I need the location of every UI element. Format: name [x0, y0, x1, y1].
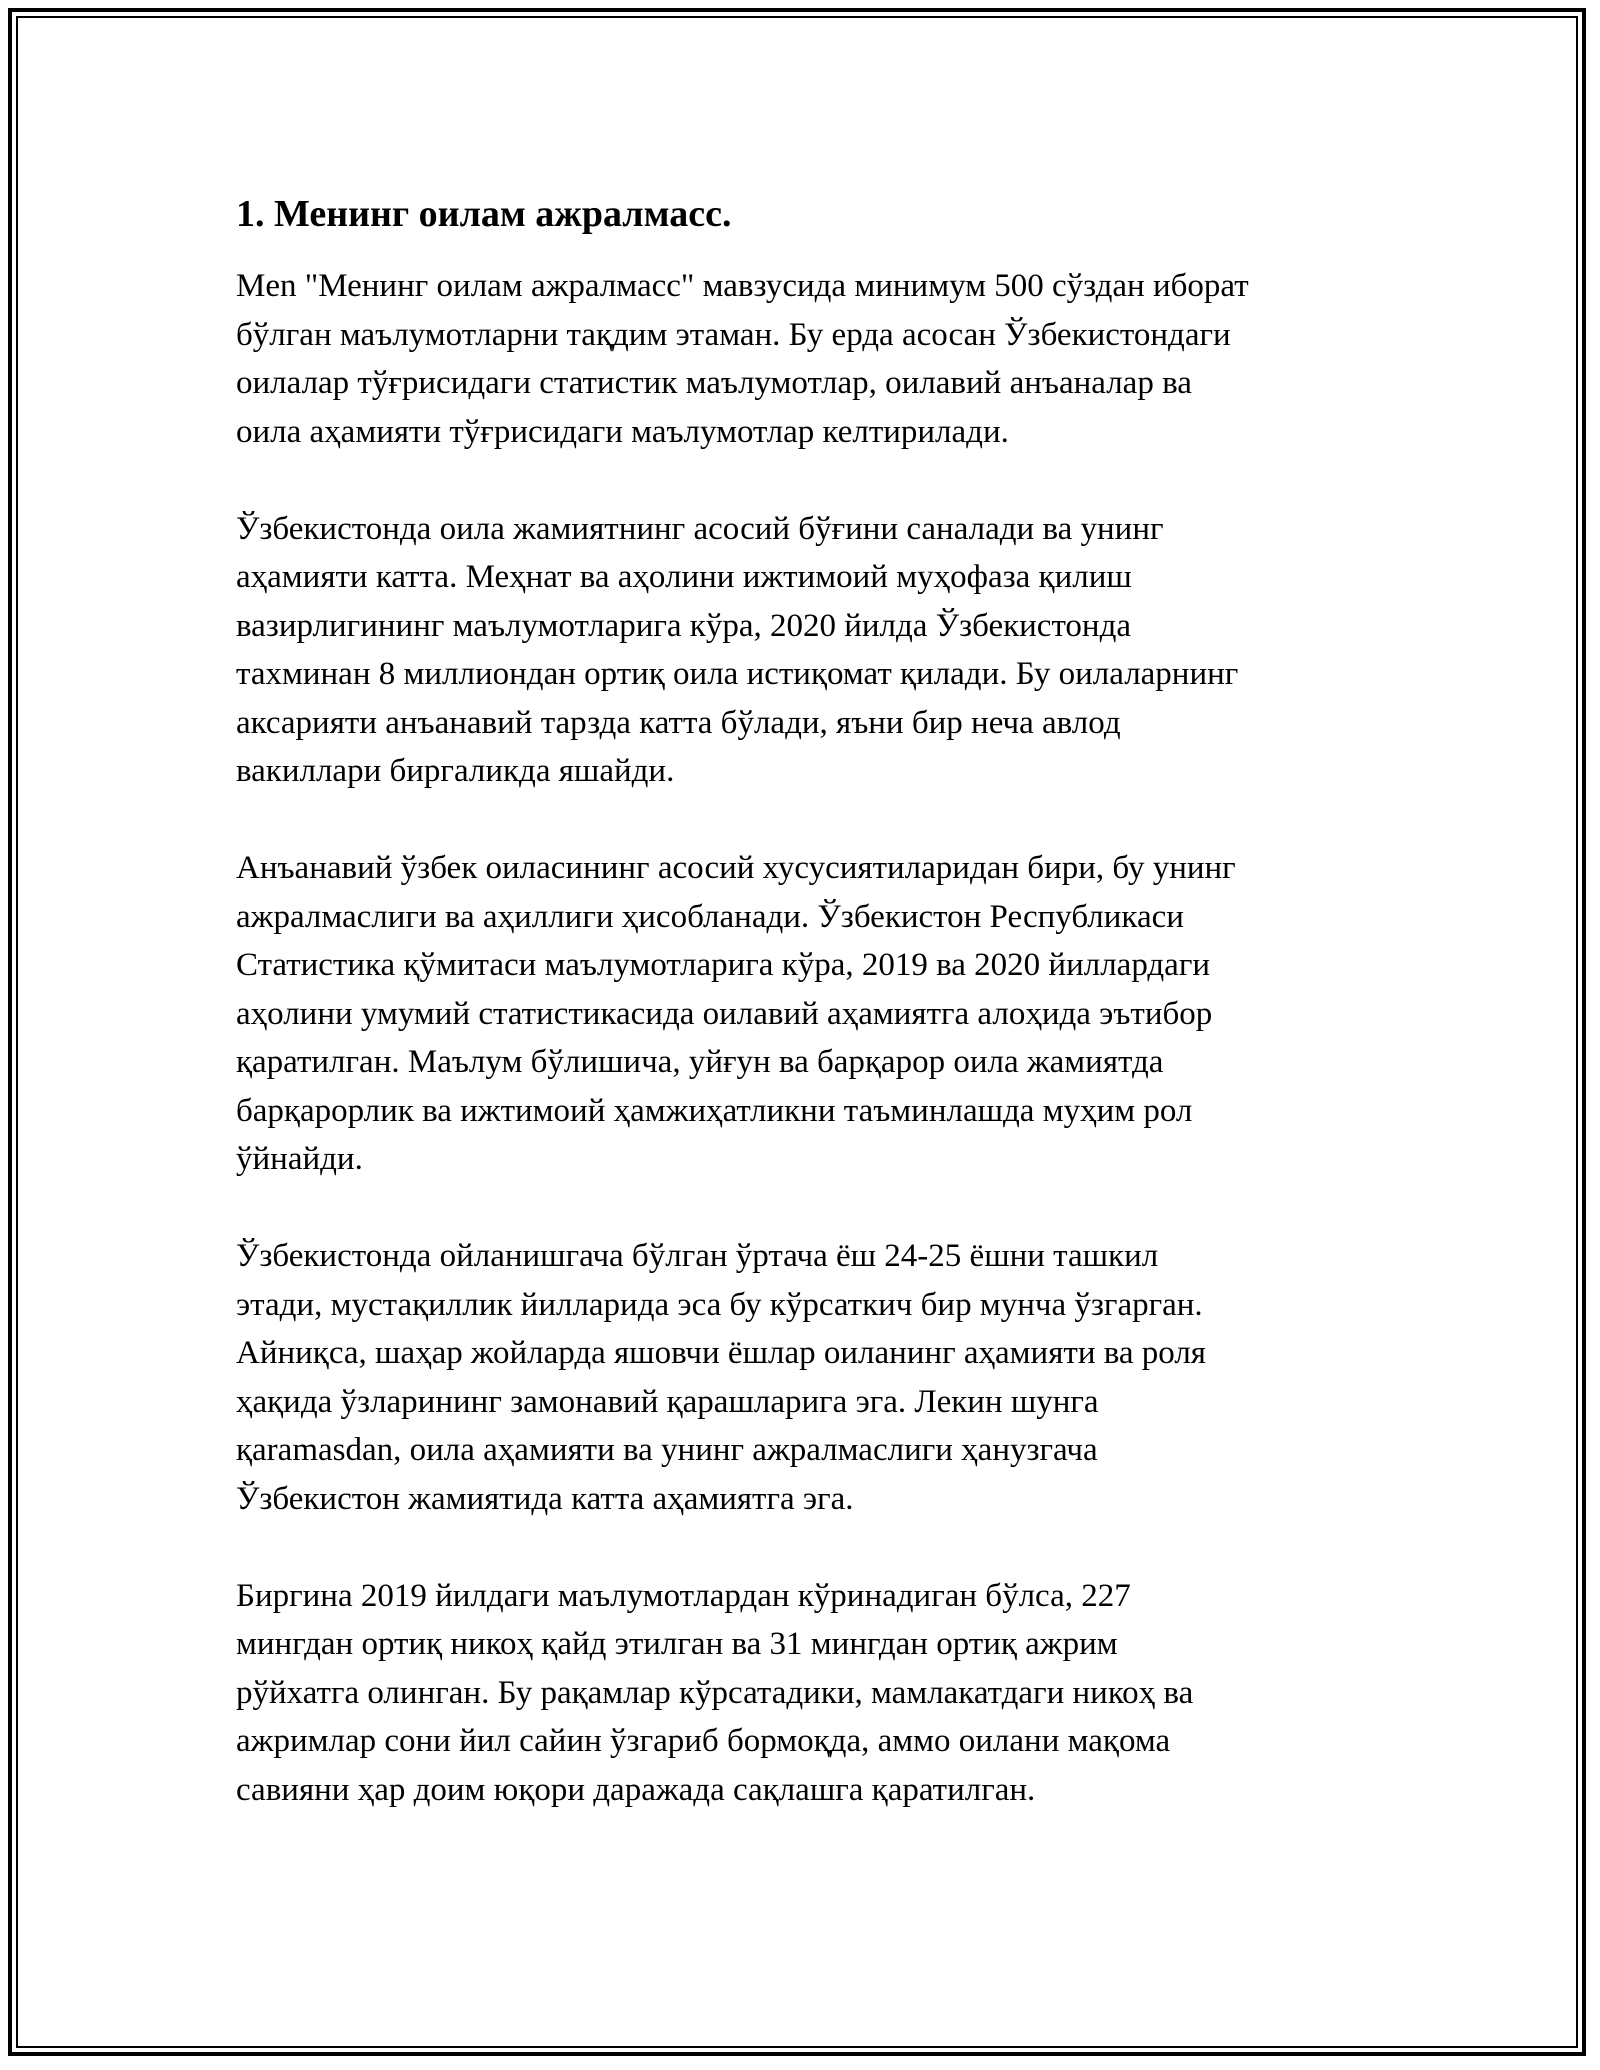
paragraph-line: аҳамияти катта. Меҳнат ва аҳолини ижтимоий муҳофаза қилиш	[236, 559, 1132, 595]
paragraph-line: Ўзбекистонда ойланишгача бўлган ўртача ёш 24-25 ёшни ташкил	[236, 1238, 1159, 1274]
paragraph-3	[236, 844, 1396, 1184]
paragraph-line: аҳолини умумий статистикасида оилавий аҳамиятга алоҳида эътибор	[236, 995, 1213, 1032]
paragraph-2	[236, 505, 1396, 796]
paragraph-line: мингдан ортиқ никоҳ қайд этилган ва 31 мингдан ортиқ ажрим	[236, 1626, 1118, 1662]
paragraph-line: ажримлар сони йил сайин ўзгариб бормоқда, аммо оилани мақома	[236, 1723, 1171, 1759]
paragraph-line: оила аҳамияти тўғрисидаги маълумотлар келтирилади.	[236, 413, 1009, 450]
paragraph-line: Биргина 2019 йилдаги маълумотлардан кўринадиган бўлса, 227	[236, 1577, 1131, 1614]
paragraph-1	[236, 262, 1396, 456]
paragraph-line: ажралмаслиги ва аҳиллиги ҳисобланади. Ўзбекистон Республикаси	[236, 898, 1184, 935]
paragraph-line: Статистика қўмитаси маълумотларига кўра, 2019 ва 2020 йиллардаги	[236, 947, 1211, 983]
paragraph-5	[236, 1572, 1396, 1815]
paragraph-line: ўйнайди.	[236, 1141, 363, 1177]
paragraph-4	[236, 1232, 1396, 1523]
paragraph-line: барқарорлик ва ижтимоий ҳамжиҳатликни таъминлашда муҳим рол	[236, 1092, 1193, 1129]
paragraph-line: Ўзбекистон жамиятида катта аҳамиятга эга.	[236, 1480, 854, 1517]
paragraph-line: рўйхатга олинган. Бу рақамлар кўрсатадики, мамлакатдаги никоҳ ва	[236, 1674, 1194, 1711]
paragraph-line: Анъанавий ўзбек оиласининг асосий хусусиятиларидан бири, бу унинг	[236, 850, 1236, 886]
paragraph-line: аксарияти анъанавий тарзда катта бўлади, яъни бир неча авлод	[236, 704, 1121, 741]
paragraph-line: Айниқса, шаҳар жойларда яшовчи ёшлар оиланинг аҳамияти ва роля	[236, 1335, 1206, 1371]
paragraph-line: вакиллари биргаликда яшайди.	[236, 753, 675, 789]
paragraph-line: Men "Менинг оилам ажралмасс" мавзусида минимум 500 сўздан иборат	[236, 268, 1249, 304]
paragraph-line: оилалар тўғрисидаги статистик маълумотлар, оилавий анъаналар ва	[236, 365, 1192, 401]
paragraph-line: қaramasdan, оила аҳамияти ва унинг ажралмаслиги ҳанузгача	[236, 1432, 1098, 1468]
paragraph-line: савияни ҳар доим юқори даражада сақлашга қаратилган.	[236, 1771, 1036, 1808]
paragraph-line: вазирлигининг маълумотларига кўра, 2020 йилда Ўзбекистонда	[236, 607, 1132, 644]
document-body	[236, 186, 1396, 1863]
paragraph-line: тахминан 8 миллиондан ортиқ оила истиқомат қилади. Бу оилаларнинг	[236, 656, 1239, 692]
paragraph-line: этади, мустақиллик йилларида эса бу кўрсаткич бир мунча ўзгарган.	[236, 1286, 1203, 1323]
paragraph-line: Ўзбекистонда оила жамиятнинг асосий бўғини саналади ва унинг	[236, 510, 1164, 547]
paragraph-line: бўлган маълумотларни тақдим этаман. Бу ерда асосан Ўзбекистондаги	[236, 316, 1231, 353]
paragraph-list	[236, 262, 1396, 1814]
paragraph-line: қаратилган. Маълум бўлишича, уйғун ва барқарор оила жамиятда	[236, 1044, 1164, 1080]
paragraph-line: ҳақида ўзларининг замонавий қарашларига эга. Лекин шунга	[236, 1383, 1099, 1420]
document-title: 1. Менинг оилам ажралмасс.	[236, 193, 732, 235]
